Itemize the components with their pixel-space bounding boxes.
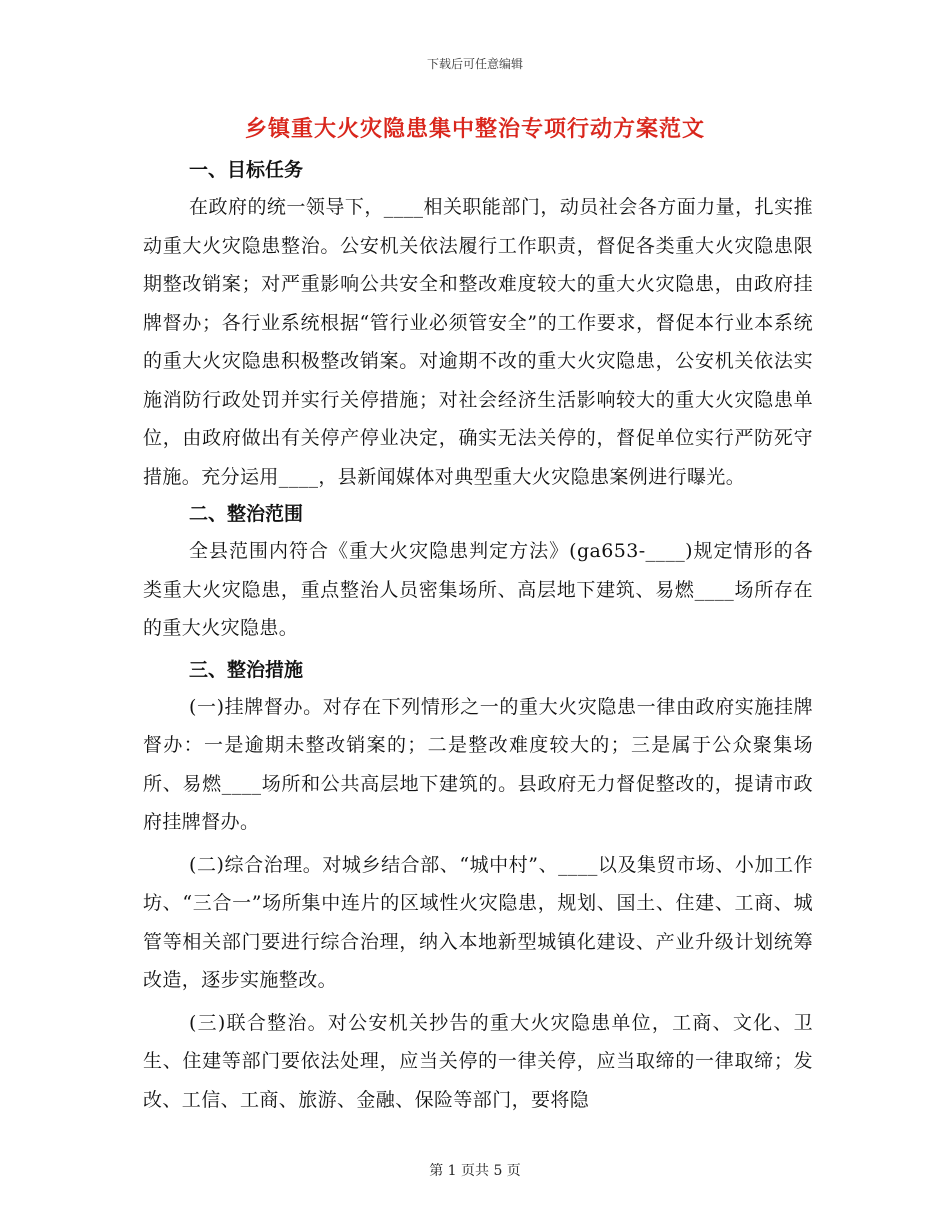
section-heading-3: 三、整治措施 bbox=[189, 658, 304, 681]
section-2-paragraph: 全县范围内符合《重大火灾隐患判定方法》(ga653-____)规定情形的各类重大火灾隐患，重点整治人员密集场所、高层地下建筑、易燃____场所存在的重大火灾隐患。 bbox=[143, 540, 813, 639]
document-body bbox=[143, 152, 813, 1119]
section-3-paragraph-3: (三)联合整治。对公安机关抄告的重大火灾隐患单位，工商、文化、卫生、住建等部门要依法处理，应当关停的一律关停，应当取缔的一律取缔；发改、工信、工商、旅游、金融、保险等部门，要将隐 bbox=[143, 1011, 813, 1111]
section-heading-2: 二、整治范围 bbox=[189, 503, 304, 525]
section-3-paragraph-1: (一)挂牌督办。对存在下列情形之一的重大火灾隐患一律由政府实施挂牌督办：一是逾期未整改销案的；二是整改难度较大的；三是属于公众聚集场所、易燃____场所和公共高层地下建筑的。县政府无力督促整改的，提请市政府挂牌督办。 bbox=[143, 695, 813, 833]
page-header-note: 下载后可任意编辑 bbox=[426, 57, 523, 71]
page-number: 第 1 页共 5 页 bbox=[429, 1163, 521, 1179]
section-1-paragraph: 在政府的统一领导下，____相关职能部门，动员社会各方面力量，扎实推动重大火灾隐患整治。公安机关依法履行工作职责，督促各类重大火灾隐患限期整改销案；对严重影响公共安全和整改难度较大的重大火灾隐患，由政府挂牌督办；各行业系统根据“管行业必须管安全”的工作要求，督促本行业本系统的重大火灾隐患积极整改销案。对逾期不改的重大火灾隐患，公安机关依法实施消防行政处罚并实行关停措施；对社会经济生活影响较大的重大火灾隐患单位，由政府做出有关停产停业决定，确实无法关停的，督促单位实行严防死守措施。充分运用____，县新闻媒体对典型重大火灾隐患案例进行曝光。 bbox=[143, 196, 813, 488]
document-title: 乡镇重大火灾隐患集中整治专项行动方案范文 bbox=[244, 116, 705, 142]
section-3-paragraph-2: (二)综合治理。对城乡结合部、“城中村”、____以及集贸市场、小加工作坊、“三合一”场所集中连片的区域性火灾隐患，规划、国土、住建、工商、城管等相关部门要进行综合治理，纳入本地新型城镇化建设、产业升级计划统筹改造，逐步实施整改。 bbox=[143, 853, 813, 991]
section-heading-1: 一、目标任务 bbox=[189, 159, 304, 181]
